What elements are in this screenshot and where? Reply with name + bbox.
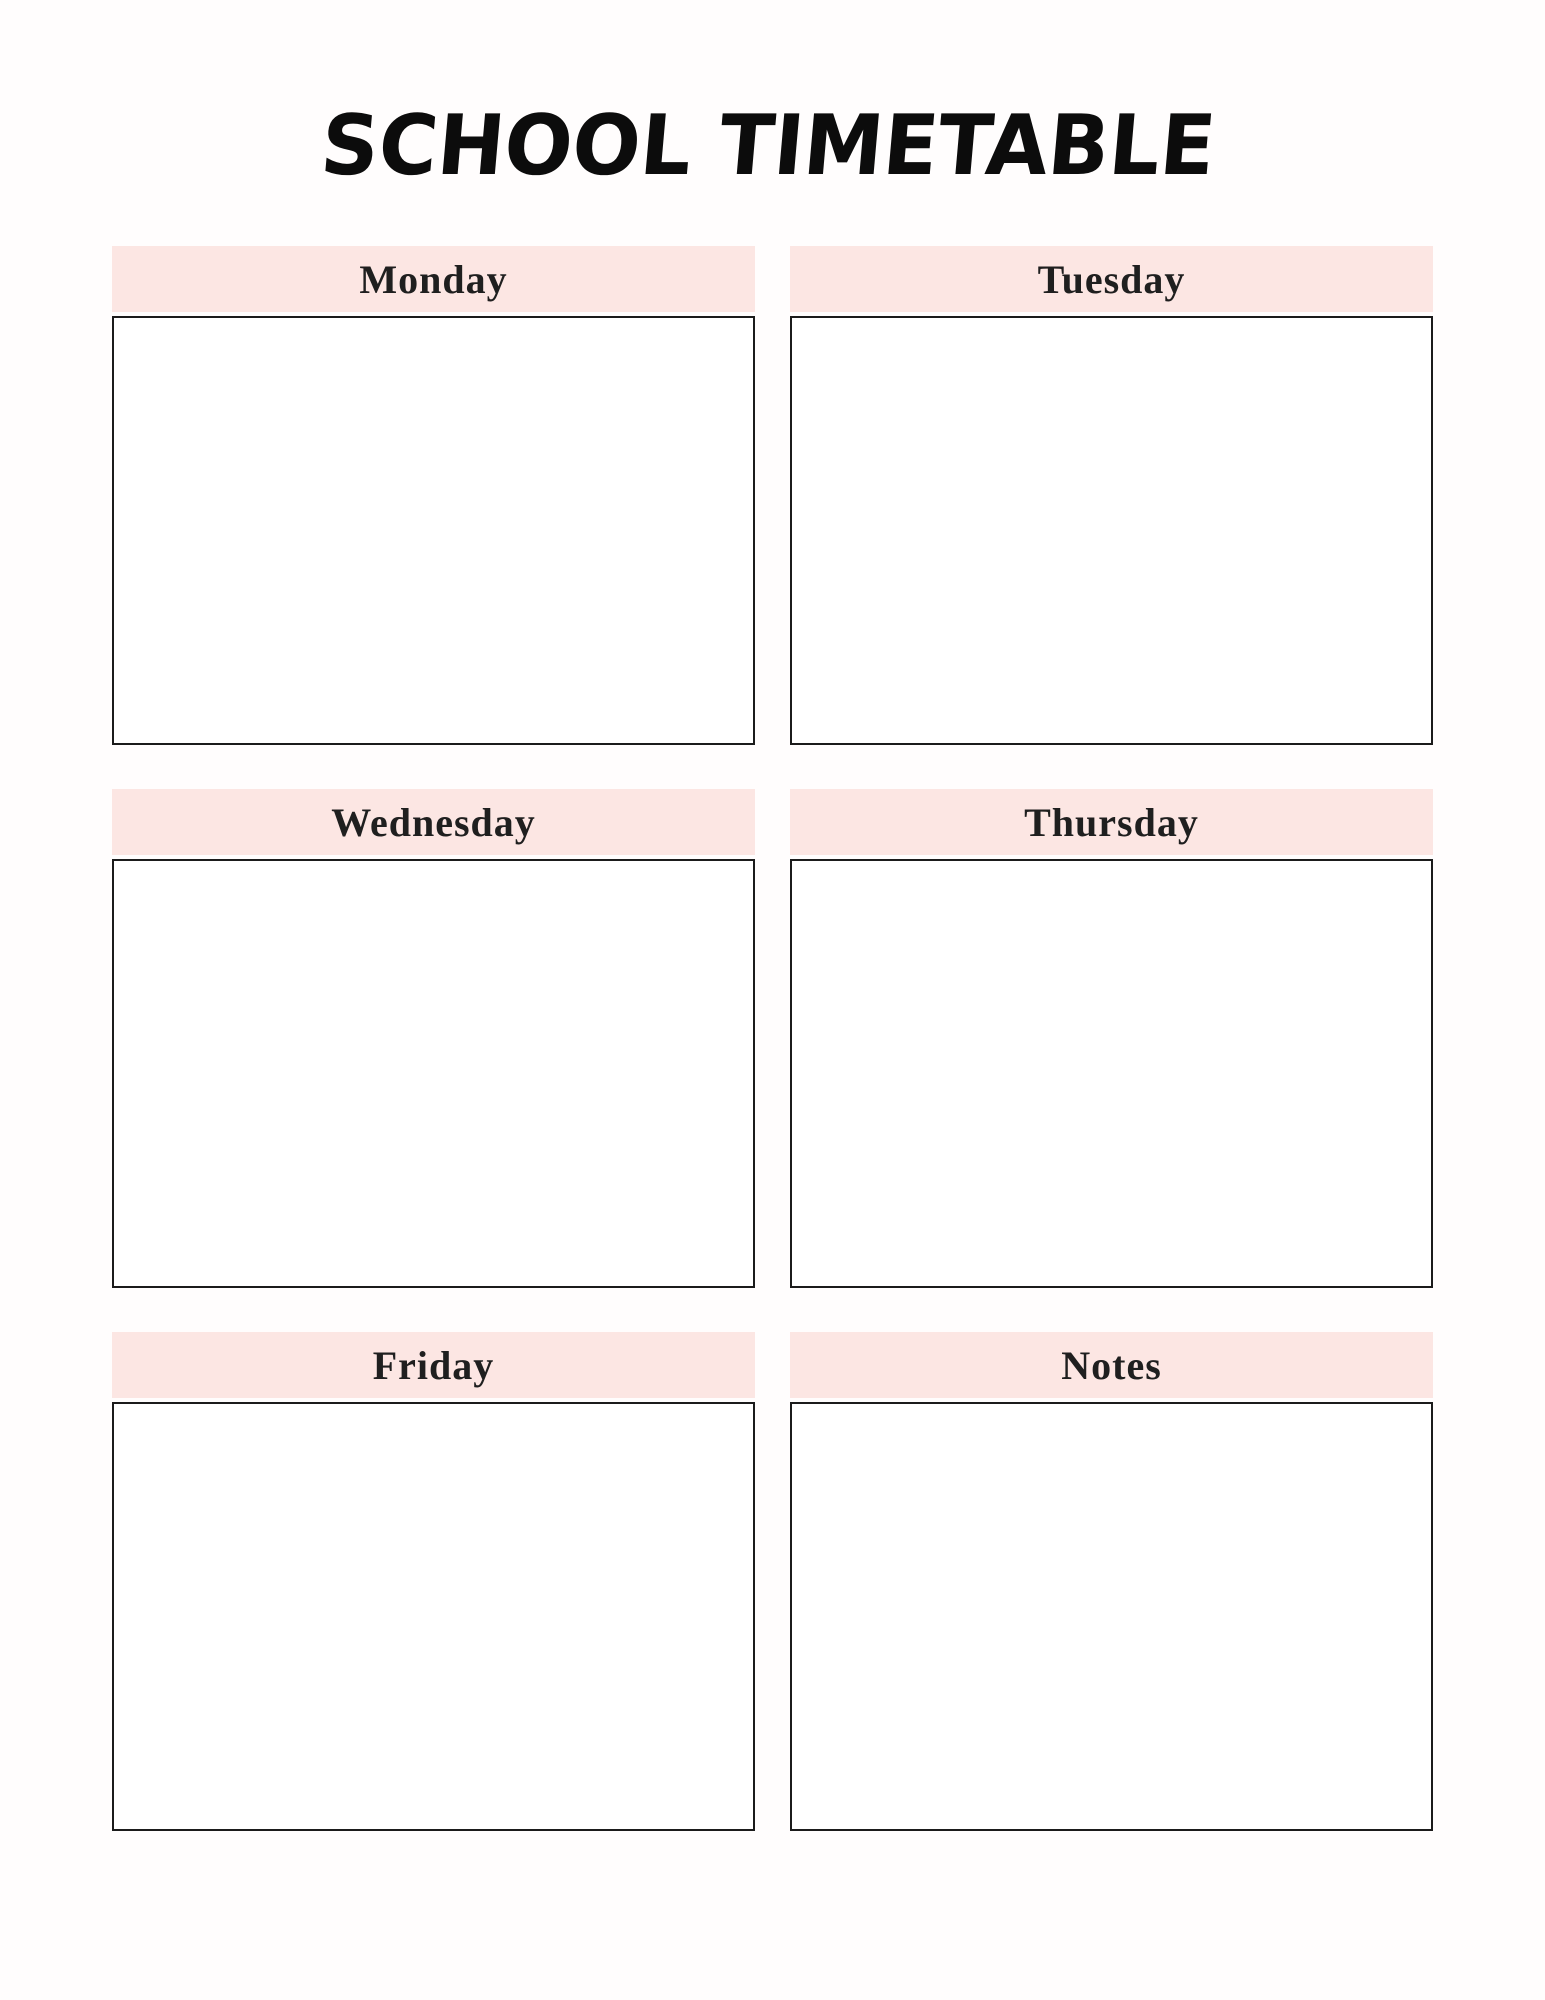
section-content-wednesday[interactable] bbox=[112, 859, 755, 1288]
section-monday bbox=[112, 246, 755, 745]
section-label-friday: Friday bbox=[372, 1342, 495, 1388]
section-thursday bbox=[790, 789, 1433, 1288]
section-label-tuesday: Tuesday bbox=[1037, 256, 1186, 302]
section-header-monday bbox=[112, 246, 755, 312]
section-header-notes bbox=[790, 1332, 1433, 1398]
section-notes bbox=[790, 1332, 1433, 1831]
section-content-notes[interactable] bbox=[790, 1402, 1433, 1831]
section-friday bbox=[112, 1332, 755, 1831]
section-header-friday bbox=[112, 1332, 755, 1398]
page-title: SCHOOL TIMETABLE bbox=[317, 97, 1220, 194]
timetable-grid bbox=[112, 246, 1433, 1831]
section-label-monday: Monday bbox=[359, 256, 508, 302]
section-content-tuesday[interactable] bbox=[790, 316, 1433, 745]
section-label-wednesday: Wednesday bbox=[331, 799, 536, 845]
section-tuesday bbox=[790, 246, 1433, 745]
section-label-notes: Notes bbox=[1061, 1342, 1162, 1388]
section-content-monday[interactable] bbox=[112, 316, 755, 745]
section-header-tuesday bbox=[790, 246, 1433, 312]
section-wednesday bbox=[112, 789, 755, 1288]
section-content-thursday[interactable] bbox=[790, 859, 1433, 1288]
section-label-thursday: Thursday bbox=[1024, 799, 1199, 845]
section-header-thursday bbox=[790, 789, 1433, 855]
section-header-wednesday bbox=[112, 789, 755, 855]
section-content-friday[interactable] bbox=[112, 1402, 755, 1831]
